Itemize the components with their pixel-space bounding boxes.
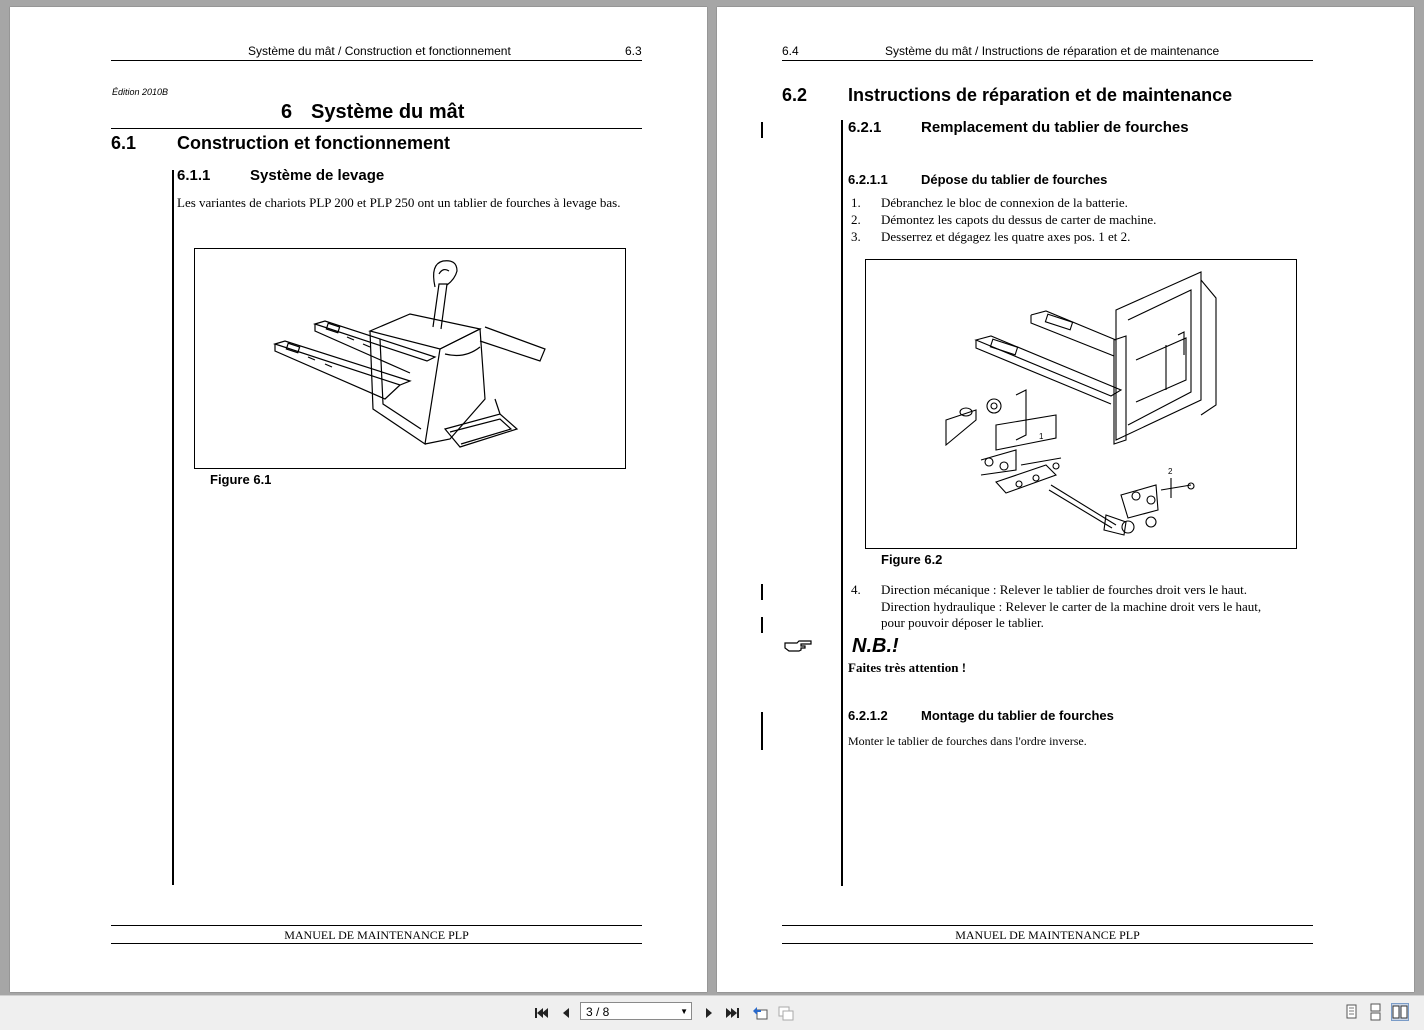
page-left [10, 7, 707, 992]
subsection-title: Remplacement du tablier de fourches [921, 119, 1189, 136]
change-marker [761, 584, 763, 600]
page-number-select[interactable] [580, 1002, 692, 1020]
sub-subsection-title: Dépose du tablier de fourches [921, 172, 1108, 187]
step-text: pour pouvoir déposer le tablier. [881, 615, 1044, 630]
subsection-title: Système de levage [250, 167, 385, 184]
header-title: Système du mât / Instructions de réparation et de maintenance [885, 44, 1220, 58]
step-number: 1. [851, 195, 861, 210]
header-page-number: 6.3 [625, 44, 642, 58]
step-number: 3. [851, 229, 861, 244]
section-title: Instructions de réparation et de maintenance [848, 85, 1233, 105]
page-indicator: 3 / 8 [586, 1005, 610, 1019]
change-marker [761, 122, 763, 138]
header-title: Système du mât / Construction et fonctionnement [248, 44, 511, 58]
edition-label: Édition 2010B [112, 87, 169, 97]
step-text: Desserrez et dégagez les quatre axes pos. 1 et 2. [881, 229, 1131, 244]
chapter-rule [111, 128, 642, 129]
footer-text: MANUEL DE MAINTENANCE PLP [284, 928, 469, 942]
figure-callout-2: 2 [1168, 467, 1173, 476]
figure-6-2 [865, 259, 1297, 549]
change-marker [761, 712, 763, 750]
first-page-icon[interactable] [533, 1005, 549, 1021]
figure-callout-1: 1 [1039, 432, 1044, 441]
navigation-toolbar [0, 995, 1424, 1030]
back-view-icon[interactable] [751, 1005, 767, 1021]
change-bar [841, 120, 843, 886]
header-rule [111, 60, 642, 61]
note-title: N.B.! [852, 635, 899, 657]
step-number: 4. [851, 582, 861, 597]
note-text: Faites très attention ! [848, 660, 967, 675]
last-page-icon[interactable] [725, 1005, 741, 1021]
forward-view-icon[interactable] [777, 1005, 793, 1021]
section-number: 6.2 [782, 85, 808, 105]
previous-page-icon[interactable] [558, 1005, 574, 1021]
body-text: Monter le tablier de fourches dans l'ordre inverse. [848, 734, 1087, 748]
chevron-down-icon: ▼ [680, 1007, 688, 1016]
single-page-view-icon[interactable] [1342, 1003, 1360, 1021]
header-rule [782, 60, 1313, 61]
header-page-number: 6.4 [782, 44, 799, 58]
sub-subsection-number: 6.2.1.1 [848, 172, 888, 187]
change-marker [761, 617, 763, 633]
step-text: Débranchez le bloc de connexion de la batterie. [881, 195, 1128, 210]
figure-caption: Figure 6.1 [210, 472, 272, 487]
step-text: Direction hydraulique : Relever le carter de la machine droit vers le haut, [881, 599, 1262, 614]
pointing-hand-icon [783, 638, 813, 659]
next-page-icon[interactable] [701, 1005, 717, 1021]
sub-subsection-title: Montage du tablier de fourches [921, 708, 1114, 723]
page-right [717, 7, 1414, 992]
figure-6-1 [194, 248, 626, 469]
section-number: 6.1 [111, 133, 137, 153]
fork-carriage-exploded-illustration [866, 260, 1296, 548]
continuous-page-view-icon[interactable] [1366, 1003, 1384, 1021]
footer-rule-top [111, 925, 642, 926]
subsection-number: 6.2.1 [848, 119, 882, 136]
change-bar [172, 170, 174, 885]
footer-rule-top [782, 925, 1313, 926]
chapter-number: 6 [281, 101, 293, 123]
figure-caption: Figure 6.2 [881, 552, 943, 567]
body-text: Les variantes de chariots PLP 200 et PLP 250 ont un tablier de fourches à levage bas. [177, 195, 621, 210]
pallet-truck-illustration [195, 249, 625, 468]
step-text: Direction mécanique : Relever le tablier de fourches droit vers le haut. [881, 582, 1248, 597]
step-text: Démontez les capots du dessus de carter de machine. [881, 212, 1157, 227]
footer-rule-bottom [111, 943, 642, 944]
sub-subsection-number: 6.2.1.2 [848, 708, 888, 723]
subsection-number: 6.1.1 [177, 167, 211, 184]
footer-rule-bottom [782, 943, 1313, 944]
footer-text: MANUEL DE MAINTENANCE PLP [955, 928, 1140, 942]
two-page-view-icon[interactable] [1391, 1003, 1409, 1021]
section-title: Construction et fonctionnement [177, 133, 450, 153]
chapter-title: Système du mât [311, 101, 465, 123]
step-number: 2. [851, 212, 861, 227]
